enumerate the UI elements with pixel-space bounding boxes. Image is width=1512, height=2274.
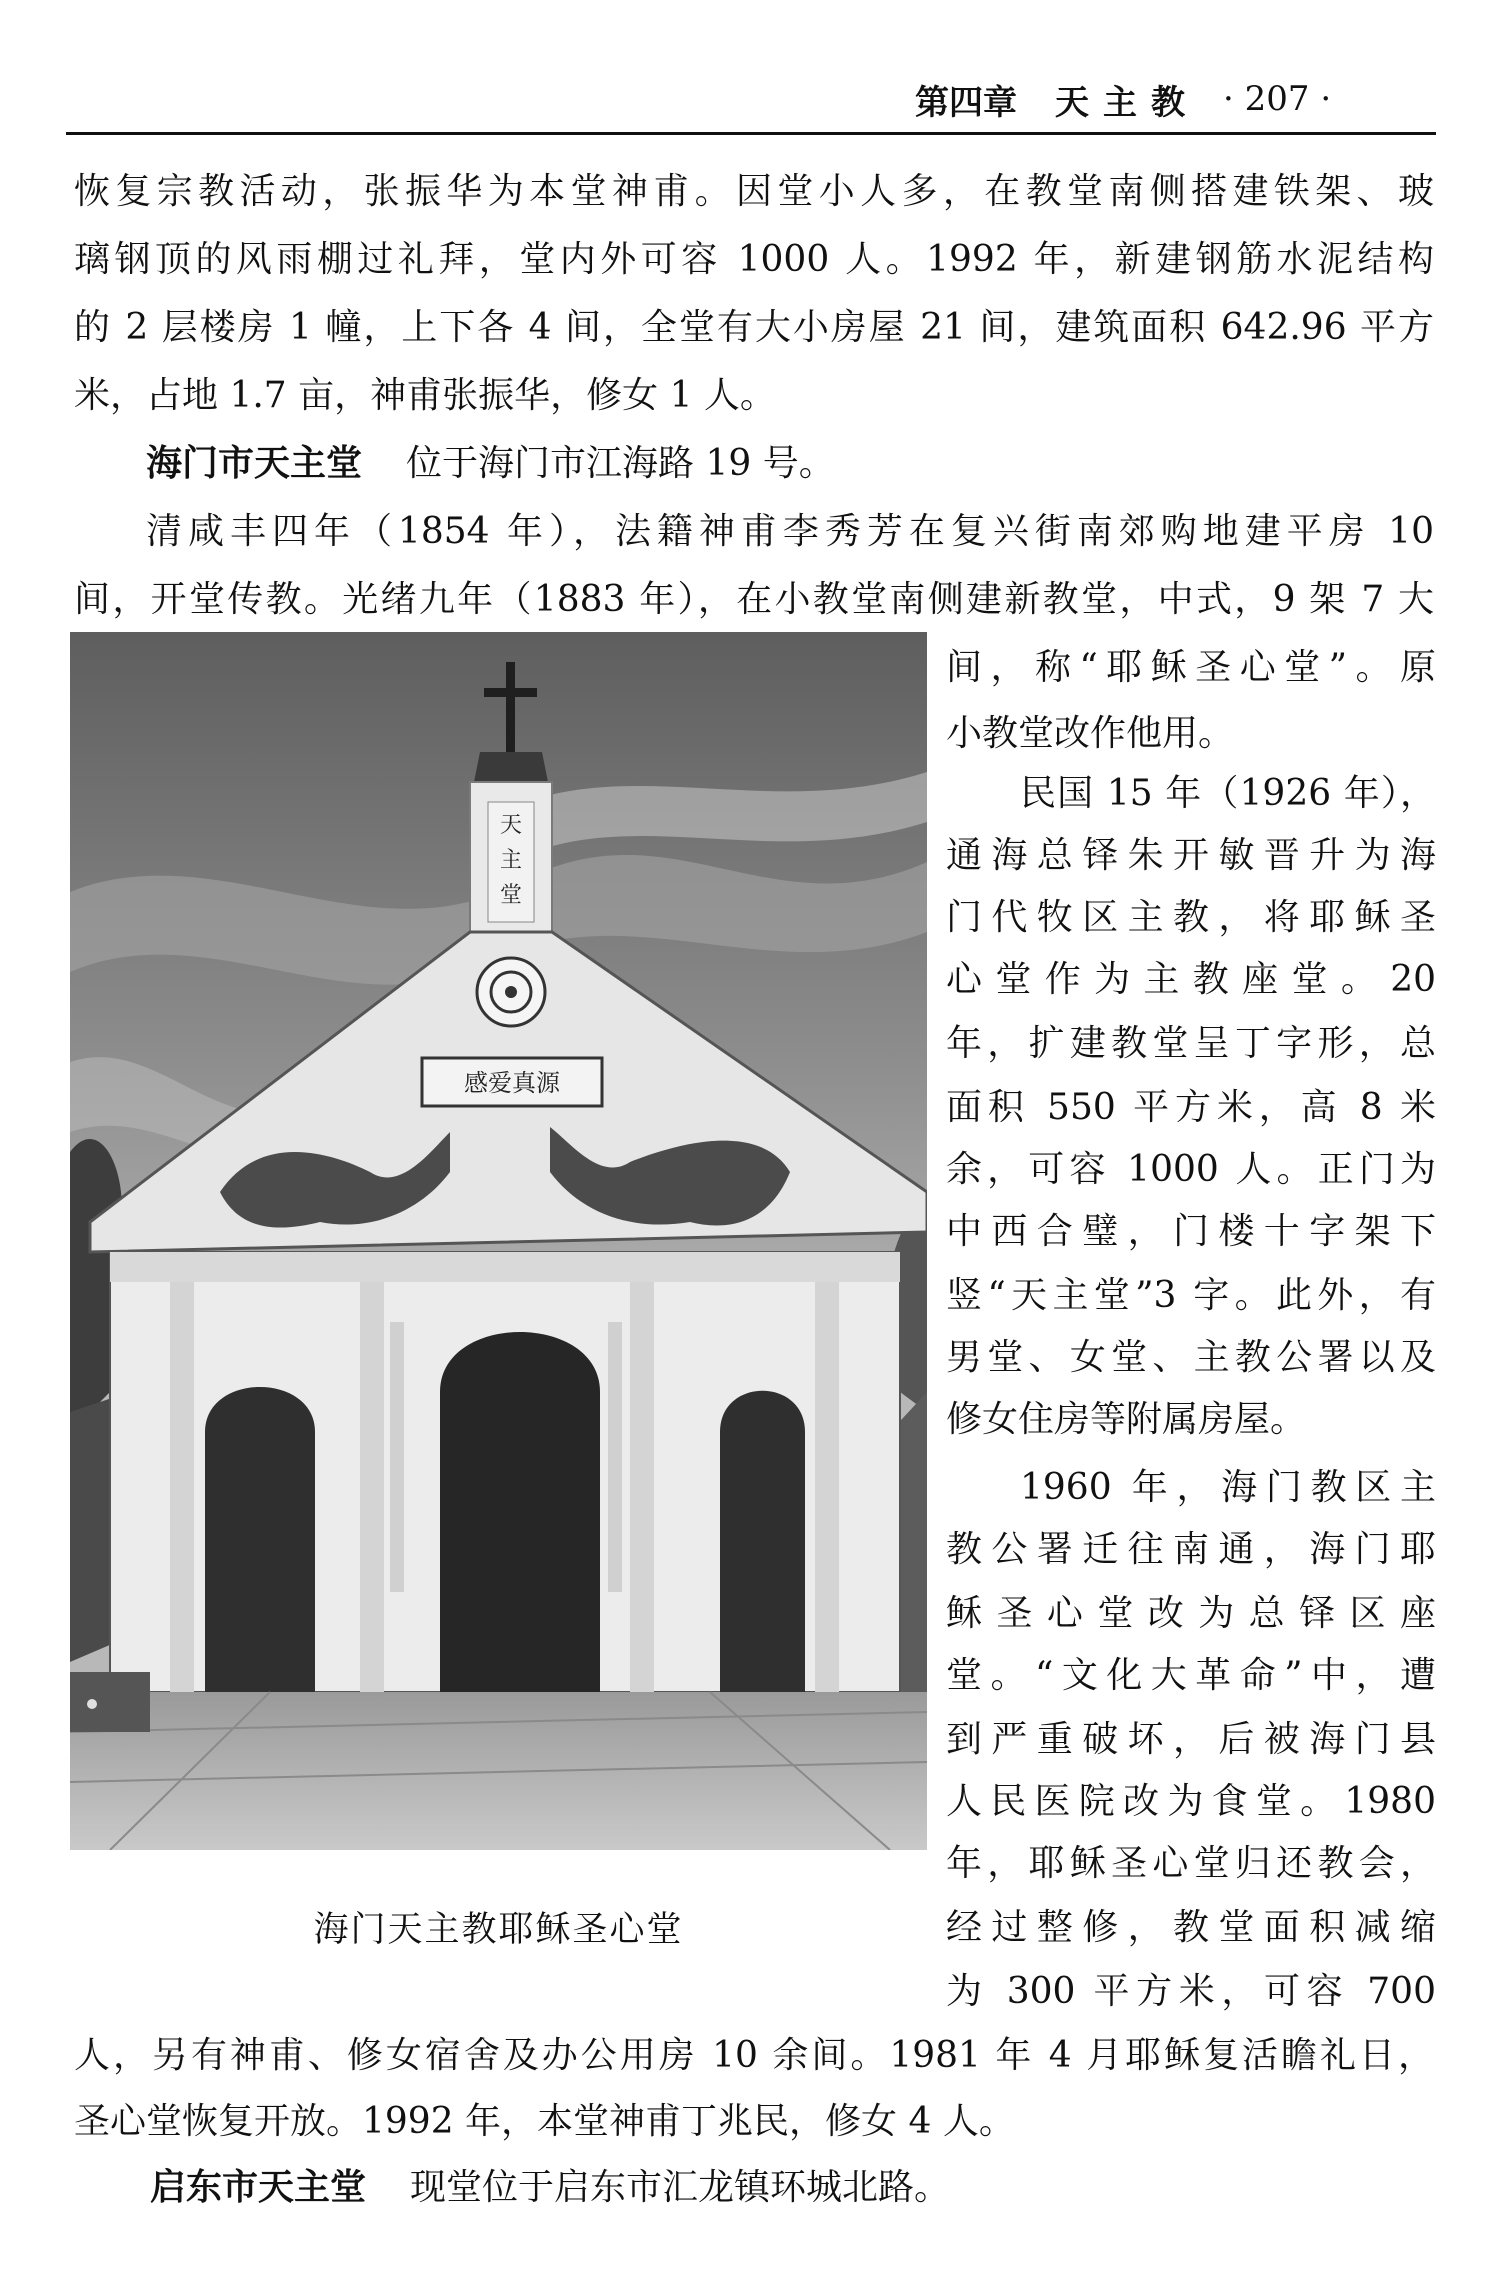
body-line: 年，耶稣圣心堂归还教会， bbox=[946, 1843, 1436, 1884]
tower-char: 主 bbox=[499, 848, 523, 873]
plaque-text: 感爱真源 bbox=[464, 1069, 560, 1097]
photo-caption: 海门天主教耶稣圣心堂 bbox=[313, 1910, 684, 1950]
body-line: 间，称“耶稣圣心堂”。原 bbox=[946, 647, 1436, 688]
body-line: 1960 年，海门教区主 bbox=[1020, 1467, 1436, 1508]
entry-address: 现堂位于启东市汇龙镇环城北路。 bbox=[410, 2167, 951, 2208]
body-line: 门代牧区主教，将耶稣圣 bbox=[946, 897, 1436, 938]
body-line: 米，占地 1.7 亩，神甫张振华，修女 1 人。 bbox=[74, 375, 776, 416]
body-line: 余，可容 1000 人。正门为 bbox=[946, 1149, 1436, 1190]
body-line: 为 300 平方米，可容 700 bbox=[946, 1971, 1436, 2012]
body-line: 间，开堂传教。光绪九年（1883 年），在小教堂南侧建新教堂，中式，9 架 7 大 bbox=[74, 579, 1434, 620]
body-line: 稣圣心堂改为总铎区座 bbox=[946, 1593, 1436, 1634]
page-number: · 207 · bbox=[1223, 79, 1332, 119]
body-line: 教公署迁往南通，海门耶 bbox=[946, 1529, 1436, 1570]
body-line: 年，扩建教堂呈丁字形，总 bbox=[946, 1023, 1436, 1064]
entry-name: 启东市天主堂 bbox=[150, 2167, 367, 2208]
body-line: 小教堂改作他用。 bbox=[946, 713, 1235, 754]
body-line: 恢复宗教活动，张振华为本堂神甫。因堂小人多，在教堂南侧搭建铁架、玻 bbox=[74, 171, 1434, 212]
tower-char: 堂 bbox=[499, 883, 523, 908]
body-line: 经过整修，教堂面积减缩 bbox=[946, 1907, 1436, 1948]
body-line: 心堂作为主教座堂。20 bbox=[946, 959, 1436, 1000]
body-line: 面积 550 平方米，高 8 米 bbox=[946, 1087, 1436, 1128]
body-line: 人民医院改为食堂。1980 bbox=[946, 1781, 1436, 1822]
entry-address: 位于海门市江海路 19 号。 bbox=[406, 443, 835, 484]
body-line: 人，另有神甫、修女宿舍及办公用房 10 余间。1981 年 4 月耶稣复活瞻礼日， bbox=[74, 2035, 1434, 2076]
tower-char: 天 bbox=[499, 813, 523, 838]
body-line: 堂。“文化大革命”中，遭 bbox=[946, 1655, 1436, 1696]
body-line: 圣心堂恢复开放。1992 年，本堂神甫丁兆民，修女 4 人。 bbox=[74, 2101, 1015, 2142]
body-line: 的 2 层楼房 1 幢，上下各 4 间，全堂有大小房屋 21 间，建筑面积 642.96 平方 bbox=[74, 307, 1434, 348]
chapter-subject: 天主教 bbox=[1055, 82, 1199, 123]
body-line: 到严重破坏，后被海门县 bbox=[946, 1719, 1436, 1760]
entry-heading-haimen bbox=[146, 436, 1434, 492]
body-line: 男堂、女堂、主教公署以及 bbox=[946, 1337, 1436, 1378]
body-line: 竖“天主堂”3 字。此外，有 bbox=[946, 1275, 1436, 1316]
body-line: 民国 15 年（1926 年）， bbox=[1020, 773, 1436, 814]
header-rule bbox=[66, 132, 1436, 135]
body-line: 修女住房等附属房屋。 bbox=[946, 1399, 1307, 1440]
body-line: 璃钢顶的风雨棚过礼拜，堂内外可容 1000 人。1992 年，新建钢筋水泥结构 bbox=[74, 239, 1434, 280]
running-head bbox=[915, 74, 1435, 124]
entry-heading-qidong bbox=[150, 2160, 1438, 2216]
body-line: 清咸丰四年（1854 年），法籍神甫李秀芳在复兴街南郊购地建平房 10 bbox=[146, 511, 1434, 552]
chapter-label: 第四章 bbox=[915, 82, 1017, 123]
entry-name: 海门市天主堂 bbox=[146, 443, 363, 484]
church-photo bbox=[70, 632, 927, 1850]
body-line: 通海总铎朱开敏晋升为海 bbox=[946, 835, 1436, 876]
body-line: 中西合璧，门楼十字架下 bbox=[946, 1211, 1436, 1252]
